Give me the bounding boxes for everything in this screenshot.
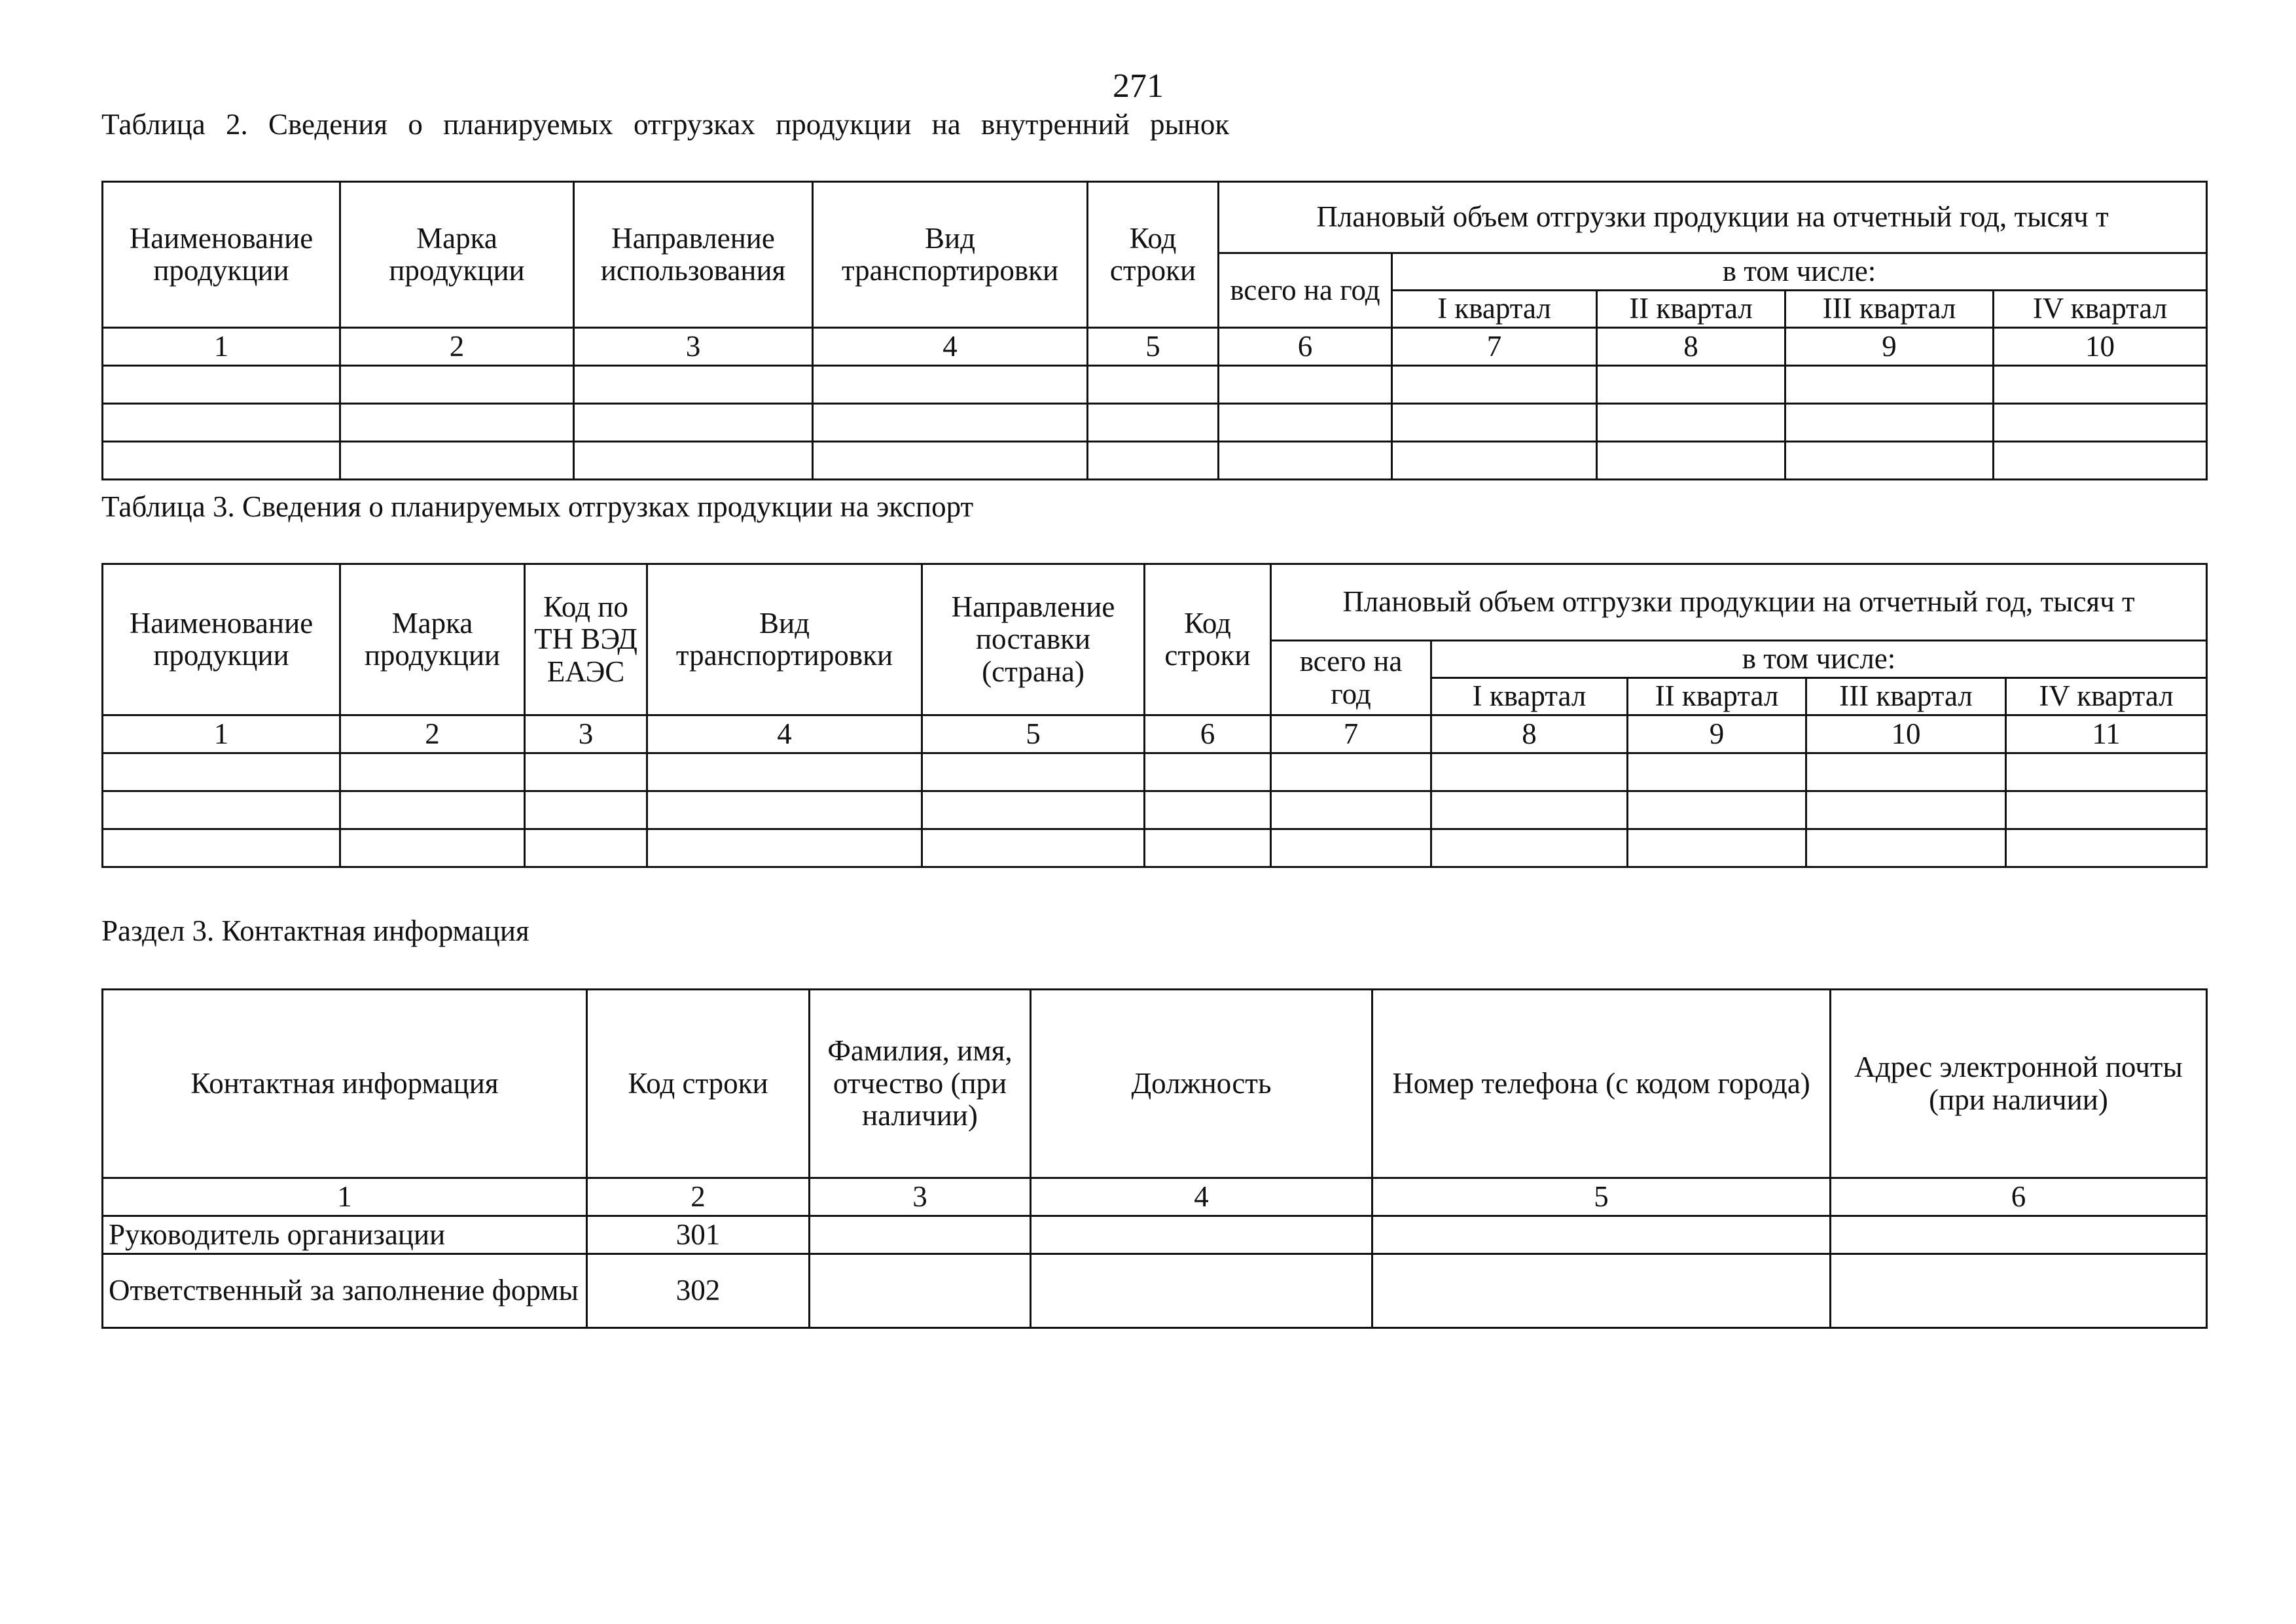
- column-number: 6: [1219, 328, 1392, 366]
- header-phone: Номер телефона (с кодом города): [1372, 990, 1831, 1178]
- input-cell[interactable]: [574, 404, 813, 442]
- input-cell[interactable]: [103, 829, 340, 867]
- column-number: 11: [2006, 715, 2207, 753]
- input-cell[interactable]: [1271, 829, 1431, 867]
- table-row: [103, 791, 2207, 829]
- input-cell[interactable]: [1785, 404, 1994, 442]
- column-number: 1: [103, 328, 340, 366]
- input-cell[interactable]: [1431, 829, 1628, 867]
- column-number: 6: [1831, 1178, 2207, 1216]
- table2-caption: Таблица 2. Сведения о планируемых отгрузках продукции на внутренний рынок: [101, 108, 1230, 141]
- input-cell[interactable]: [1088, 366, 1219, 404]
- input-cell[interactable]: [1271, 753, 1431, 791]
- column-number: 1: [103, 1178, 587, 1216]
- column-number: 9: [1628, 715, 1806, 753]
- header-line-code: Код строки: [587, 990, 810, 1178]
- header-total: всего на год: [1219, 253, 1392, 328]
- input-cell[interactable]: [1219, 442, 1392, 480]
- header-transport: Вид транспортировки: [813, 182, 1088, 328]
- column-number: 7: [1271, 715, 1431, 753]
- input-cell[interactable]: [1145, 753, 1271, 791]
- input-cell[interactable]: [525, 829, 647, 867]
- header-q1: I квартал: [1431, 678, 1628, 715]
- input-cell[interactable]: [1219, 404, 1392, 442]
- table-row: [103, 753, 2207, 791]
- input-cell[interactable]: [1431, 791, 1628, 829]
- input-cell[interactable]: [1392, 442, 1597, 480]
- input-cell[interactable]: [574, 442, 813, 480]
- input-cell[interactable]: [1145, 791, 1271, 829]
- column-number: 5: [1372, 1178, 1831, 1216]
- column-number: 5: [922, 715, 1145, 753]
- column-number: 4: [813, 328, 1088, 366]
- page-number: 271: [1113, 67, 1164, 105]
- input-cell[interactable]: [1628, 791, 1806, 829]
- header-q1: I квартал: [1392, 291, 1597, 328]
- header-full-name: Фамилия, имя, отчество (при наличии): [810, 990, 1031, 1178]
- input-cell[interactable]: [1994, 366, 2207, 404]
- table-row: [103, 404, 2207, 442]
- input-cell[interactable]: [103, 404, 340, 442]
- column-number-row: [103, 328, 2207, 366]
- row-code: 301: [587, 1216, 810, 1254]
- header-q3: III квартал: [1806, 678, 2006, 715]
- header-position: Должность: [1031, 990, 1372, 1178]
- input-cell[interactable]: [1831, 1254, 2207, 1328]
- input-cell[interactable]: [1372, 1254, 1831, 1328]
- header-contact-info: Контактная информация: [103, 990, 587, 1178]
- row-label: Руководитель организации: [103, 1216, 587, 1254]
- input-cell[interactable]: [810, 1254, 1031, 1328]
- input-cell[interactable]: [103, 753, 340, 791]
- input-cell[interactable]: [1806, 753, 2006, 791]
- input-cell[interactable]: [1271, 791, 1431, 829]
- input-cell[interactable]: [647, 753, 922, 791]
- column-number: 2: [587, 1178, 810, 1216]
- column-number: 4: [647, 715, 922, 753]
- column-number: 4: [1031, 1178, 1372, 1216]
- input-cell[interactable]: [1831, 1216, 2207, 1254]
- row-code: 302: [587, 1254, 810, 1328]
- table-row: [103, 1254, 2207, 1328]
- input-cell[interactable]: [103, 791, 340, 829]
- column-number: 2: [340, 328, 574, 366]
- input-cell[interactable]: [1597, 442, 1785, 480]
- input-cell[interactable]: [813, 366, 1088, 404]
- input-cell[interactable]: [1628, 829, 1806, 867]
- input-cell[interactable]: [340, 366, 574, 404]
- header-line-code: Код строки: [1145, 564, 1271, 715]
- input-cell[interactable]: [525, 791, 647, 829]
- input-cell[interactable]: [1088, 442, 1219, 480]
- header-total: всего на год: [1271, 641, 1431, 715]
- column-number-row: [103, 1178, 2207, 1216]
- header-plan-volume: Плановый объем отгрузки продукции на отчетный год, тысяч т: [1271, 564, 2207, 641]
- header-q4: IV квартал: [2006, 678, 2207, 715]
- header-supply-direction: Направление поставки (страна): [922, 564, 1145, 715]
- input-cell[interactable]: [574, 366, 813, 404]
- table-row: [103, 366, 2207, 404]
- input-cell[interactable]: [647, 829, 922, 867]
- header-transport: Вид транспортировки: [647, 564, 922, 715]
- header-q2: II квартал: [1597, 291, 1785, 328]
- input-cell[interactable]: [1785, 442, 1994, 480]
- input-cell[interactable]: [340, 753, 525, 791]
- column-number: 3: [810, 1178, 1031, 1216]
- column-number: 2: [340, 715, 525, 753]
- input-cell[interactable]: [922, 753, 1145, 791]
- header-including: в том числе:: [1392, 253, 2207, 291]
- row-label: Ответственный за заполнение формы: [103, 1254, 587, 1328]
- column-number: 8: [1431, 715, 1628, 753]
- input-cell[interactable]: [340, 791, 525, 829]
- column-number: 3: [525, 715, 647, 753]
- input-cell[interactable]: [1785, 366, 1994, 404]
- table2: [101, 181, 2208, 480]
- contact-table: [101, 988, 2208, 1329]
- input-cell[interactable]: [922, 829, 1145, 867]
- table-row: [103, 829, 2207, 867]
- input-cell[interactable]: [2006, 753, 2207, 791]
- header-tn-ved: Код по ТН ВЭД ЕАЭС: [525, 564, 647, 715]
- input-cell[interactable]: [1597, 404, 1785, 442]
- header-email: Адрес электронной почты (при наличии): [1831, 990, 2207, 1178]
- input-cell[interactable]: [647, 791, 922, 829]
- header-plan-volume: Плановый объем отгрузки продукции на отчетный год, тысяч т: [1219, 182, 2207, 253]
- input-cell[interactable]: [813, 442, 1088, 480]
- table-row: [103, 1216, 2207, 1254]
- header-brand: Марка продукции: [340, 182, 574, 328]
- input-cell[interactable]: [1806, 829, 2006, 867]
- column-number: 5: [1088, 328, 1219, 366]
- input-cell[interactable]: [340, 829, 525, 867]
- input-cell[interactable]: [1031, 1254, 1372, 1328]
- input-cell[interactable]: [1628, 753, 1806, 791]
- input-cell[interactable]: [1994, 404, 2207, 442]
- input-cell[interactable]: [1088, 404, 1219, 442]
- header-line-code: Код строки: [1088, 182, 1219, 328]
- column-number: 7: [1392, 328, 1597, 366]
- input-cell[interactable]: [340, 404, 574, 442]
- input-cell[interactable]: [1994, 442, 2207, 480]
- column-number-row: [103, 715, 2207, 753]
- input-cell[interactable]: [1597, 366, 1785, 404]
- header-including: в том числе:: [1431, 641, 2207, 678]
- table3-caption: Таблица 3. Сведения о планируемых отгрузках продукции на экспорт: [101, 490, 974, 523]
- input-cell[interactable]: [1145, 829, 1271, 867]
- column-number: 10: [1806, 715, 2006, 753]
- input-cell[interactable]: [1372, 1216, 1831, 1254]
- column-number: 6: [1145, 715, 1271, 753]
- table3: [101, 563, 2208, 868]
- column-number: 1: [103, 715, 340, 753]
- header-name: Наименование продукции: [103, 182, 340, 328]
- column-number: 8: [1597, 328, 1785, 366]
- header-q3: III квартал: [1785, 291, 1994, 328]
- section3-caption: Раздел 3. Контактная информация: [101, 914, 529, 947]
- input-cell[interactable]: [922, 791, 1145, 829]
- input-cell[interactable]: [525, 753, 647, 791]
- header-name: Наименование продукции: [103, 564, 340, 715]
- column-number: 3: [574, 328, 813, 366]
- input-cell[interactable]: [2006, 791, 2207, 829]
- column-number: 9: [1785, 328, 1994, 366]
- input-cell[interactable]: [103, 366, 340, 404]
- input-cell[interactable]: [1392, 366, 1597, 404]
- input-cell[interactable]: [1031, 1216, 1372, 1254]
- input-cell[interactable]: [1431, 753, 1628, 791]
- column-number: 10: [1994, 328, 2207, 366]
- input-cell[interactable]: [810, 1216, 1031, 1254]
- input-cell[interactable]: [340, 442, 574, 480]
- input-cell[interactable]: [813, 404, 1088, 442]
- input-cell[interactable]: [1392, 404, 1597, 442]
- input-cell[interactable]: [103, 442, 340, 480]
- table-row: [103, 442, 2207, 480]
- header-direction: Направление использования: [574, 182, 813, 328]
- header-brand: Марка продукции: [340, 564, 525, 715]
- input-cell[interactable]: [2006, 829, 2207, 867]
- input-cell[interactable]: [1219, 366, 1392, 404]
- header-q4: IV квартал: [1994, 291, 2207, 328]
- input-cell[interactable]: [1806, 791, 2006, 829]
- header-q2: II квартал: [1628, 678, 1806, 715]
